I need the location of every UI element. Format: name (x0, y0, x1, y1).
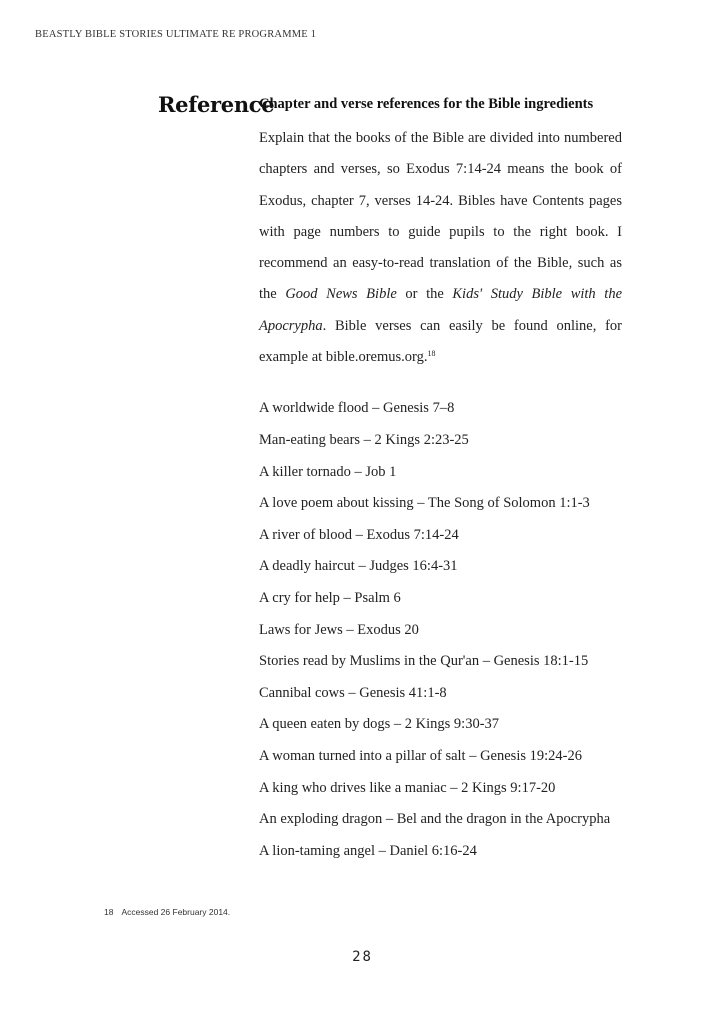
list-item: A cry for help – Psalm 6 (259, 589, 401, 606)
list-item: A deadly haircut – Judges 16:4-31 (259, 558, 458, 575)
list-item: Man-eating bears – 2 Kings 2:23-25 (259, 431, 469, 448)
intro-text-3: . Bible verses can easily be found online, for example at bible.oremus.org. (259, 317, 622, 366)
footnote-number: 18 (104, 907, 114, 917)
list-item: A love poem about kissing – The Song of Solomon 1:1-3 (259, 495, 590, 512)
list-item: Cannibal cows – Genesis 41:1-8 (259, 684, 447, 701)
list-item: A queen eaten by dogs – 2 Kings 9:30-37 (259, 716, 500, 733)
intro-text-2: or the (396, 286, 453, 303)
list-item: A lion-taming angel – Daniel 6:16-24 (259, 842, 477, 859)
list-item: A killer tornado – Job 1 (259, 463, 397, 480)
list-item: A woman turned into a pillar of salt – Genesis 19:24-26 (259, 747, 582, 764)
footnote-text: Accessed 26 February 2014. (121, 907, 231, 917)
intro-text-1: Explain that the books of the Bible are divided into numbered chapters and verses, so Exodus 7:14-24 means the book of Exodus, chapter 7, verses 14-24. Bibles have Contents pages with page numbers to guide pupils to the right book. I recommend an easy-to-read translation of the Bible, such as the (259, 130, 622, 303)
list-item: A worldwide flood – Genesis 7–8 (259, 400, 455, 417)
section-heading: Chapter and verse references for the Bible ingredients (259, 96, 594, 112)
intro-paragraph (259, 123, 622, 373)
reference-list (259, 393, 622, 867)
intro-title-kids-study-bible: Kids' Study Bible with the Apocrypha (259, 286, 623, 334)
footnote (104, 907, 230, 917)
main-content (259, 96, 622, 867)
list-item: Stories read by Muslims in the Qur'an – Genesis 18:1-15 (259, 653, 589, 670)
footnote-marker: 18 (427, 349, 436, 359)
list-item: Laws for Jews – Exodus 20 (259, 621, 419, 638)
list-item: A river of blood – Exodus 7:14-24 (259, 526, 459, 543)
list-item: An exploding dragon – Bel and the dragon in the Apocrypha (259, 811, 611, 828)
running-header: BEASTLY BIBLE STORIES ULTIMATE RE PROGRAMME 1 (35, 29, 317, 40)
page-number: 28 (352, 949, 373, 965)
intro-title-good-news-bible: Good News Bible (285, 286, 397, 303)
section-label: Reference (158, 92, 275, 117)
list-item: A king who drives like a maniac – 2 Kings 9:17-20 (259, 779, 556, 796)
